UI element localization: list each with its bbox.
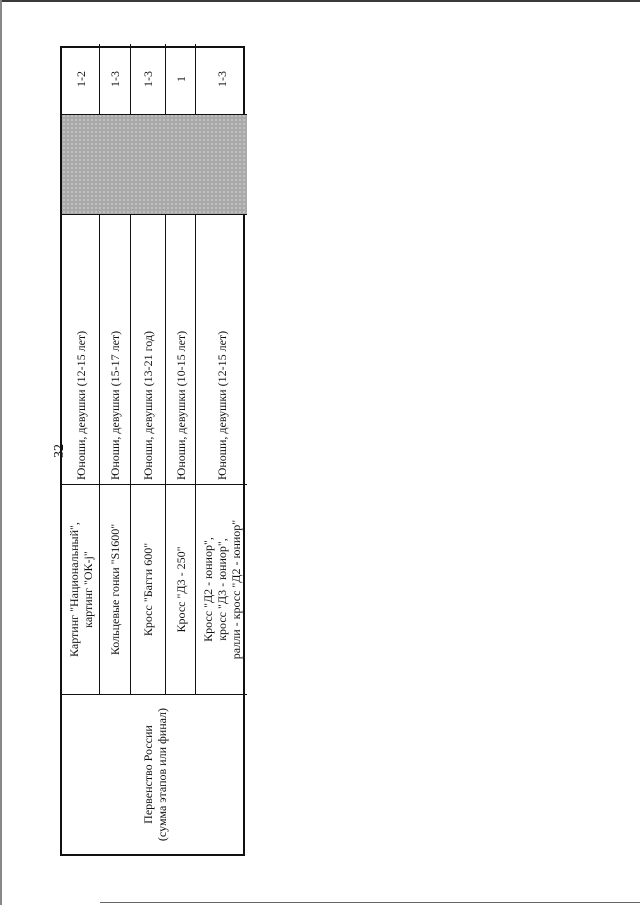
age-group-cell: Юноши, девушки (13-21 год) [131, 214, 166, 484]
discipline-cell: Картинг "Национальный", картинг "ОК-j" [62, 484, 100, 694]
scan-edge-bottom [100, 902, 640, 903]
place-cell: 1-3 [214, 71, 229, 87]
discipline-cell: Кросс "Д2 - юниор", кросс "Д3 - юниор", ралли - кросс "Д2 - юниор" [196, 484, 247, 694]
place-cell: 1-2 [62, 44, 100, 114]
place-cell: 1-3 [100, 44, 131, 114]
rotated-table [60, 46, 245, 856]
place-cell: 1 [166, 44, 196, 114]
age-group-cell: Юноши, девушки (12-15 лет) [196, 214, 247, 484]
discipline-cell: Кольцевые гонки "S1600" [100, 484, 131, 694]
place-cell: 1-3 [131, 44, 166, 114]
age-group-cell: Юноши, девушки (10-15 лет) [166, 214, 196, 484]
age-group-cell: Юноши, девушки (15-17 лет) [100, 214, 131, 484]
championship-cell: Первенство России (сумма этапов или финал) [62, 694, 247, 854]
page-number: 32 [52, 444, 67, 458]
age-group-cell: Юноши, девушки (12-15 лет) [62, 214, 100, 484]
scan-edge-left [0, 0, 2, 905]
discipline-cell: Кросс "Д3 - 250" [166, 484, 196, 694]
shaded-column [62, 114, 247, 214]
sports-table [60, 46, 245, 856]
discipline-cell: Кросс "Багги 600" [131, 484, 166, 694]
scan-edge-top [0, 0, 640, 2]
